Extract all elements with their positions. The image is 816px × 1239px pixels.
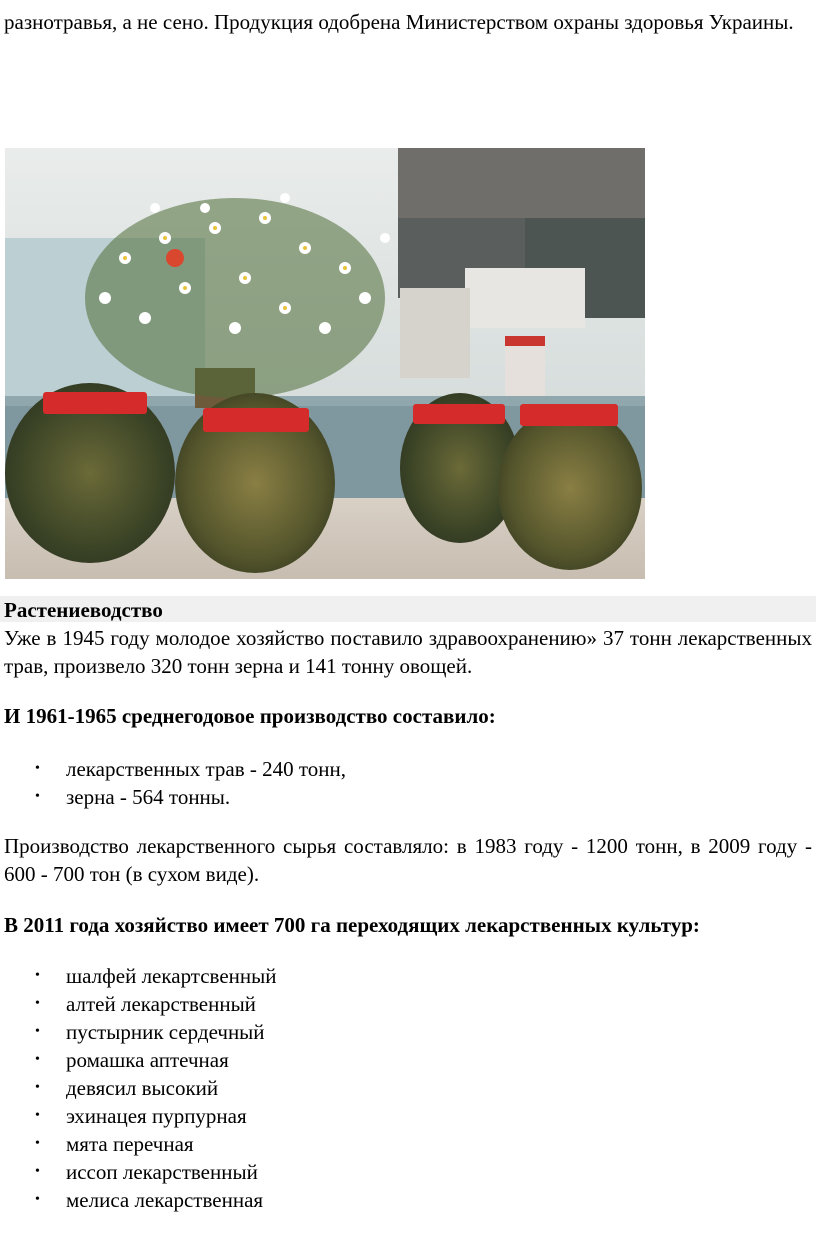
bullet-icon: •	[35, 1108, 40, 1123]
section-title-bar	[0, 596, 816, 622]
production-heading: И 1961-1965 среднегодовое производство составило:	[4, 704, 496, 728]
raw-material-paragraph: Производство лекарственного сырья составляло: в 1983 году - 1200 тонн, в 2009 году - 600 - 700 тон (в сухом виде).	[4, 834, 812, 886]
herbs-photo	[5, 148, 645, 579]
list-item: • алтей лекарственный	[35, 992, 256, 1016]
crops-heading: В 2011 года хозяйство имеет 700 га переходящих лекарственных культур:	[4, 913, 700, 937]
crops-list	[0, 962, 277, 1214]
bullet-icon: •	[35, 761, 40, 776]
bullet-icon: •	[35, 1164, 40, 1179]
section-paragraph: Уже в 1945 году молодое хозяйство поставило здравоохранению» 37 тонн лекарственных трав, произвело 320 тонн зерна и 141 тонну овощей.	[4, 626, 812, 678]
bullet-icon: •	[35, 1192, 40, 1207]
list-item: • иссоп лекарственный	[35, 1160, 258, 1184]
list-item: • мята перечная	[35, 1132, 194, 1156]
list-item: • эхинацея пурпурная	[35, 1104, 247, 1128]
list-item: • пустырник сердечный	[35, 1020, 265, 1044]
list-item: • лекарственных трав - 240 тонн,	[35, 757, 346, 781]
bullet-icon: •	[35, 968, 40, 983]
bullet-icon: •	[35, 1080, 40, 1095]
section-title: Растениеводство	[4, 598, 163, 622]
production-list	[0, 755, 346, 811]
bullet-icon: •	[35, 996, 40, 1011]
bullet-icon: •	[35, 789, 40, 804]
bullet-icon: •	[35, 1052, 40, 1067]
list-item: • шалфей лекартсвенный	[35, 964, 277, 988]
list-item: • мелиса лекарственная	[35, 1188, 264, 1212]
list-item: • ромашка аптечная	[35, 1048, 229, 1072]
bullet-icon: •	[35, 1024, 40, 1039]
list-item: • девясил высокий	[35, 1076, 219, 1100]
intro-paragraph: разнотравья, а не сено. Продукция одобрена Министерством охраны здоровья Украины.	[4, 10, 794, 34]
bullet-icon: •	[35, 1136, 40, 1151]
list-item: • зерна - 564 тонны.	[35, 785, 231, 809]
